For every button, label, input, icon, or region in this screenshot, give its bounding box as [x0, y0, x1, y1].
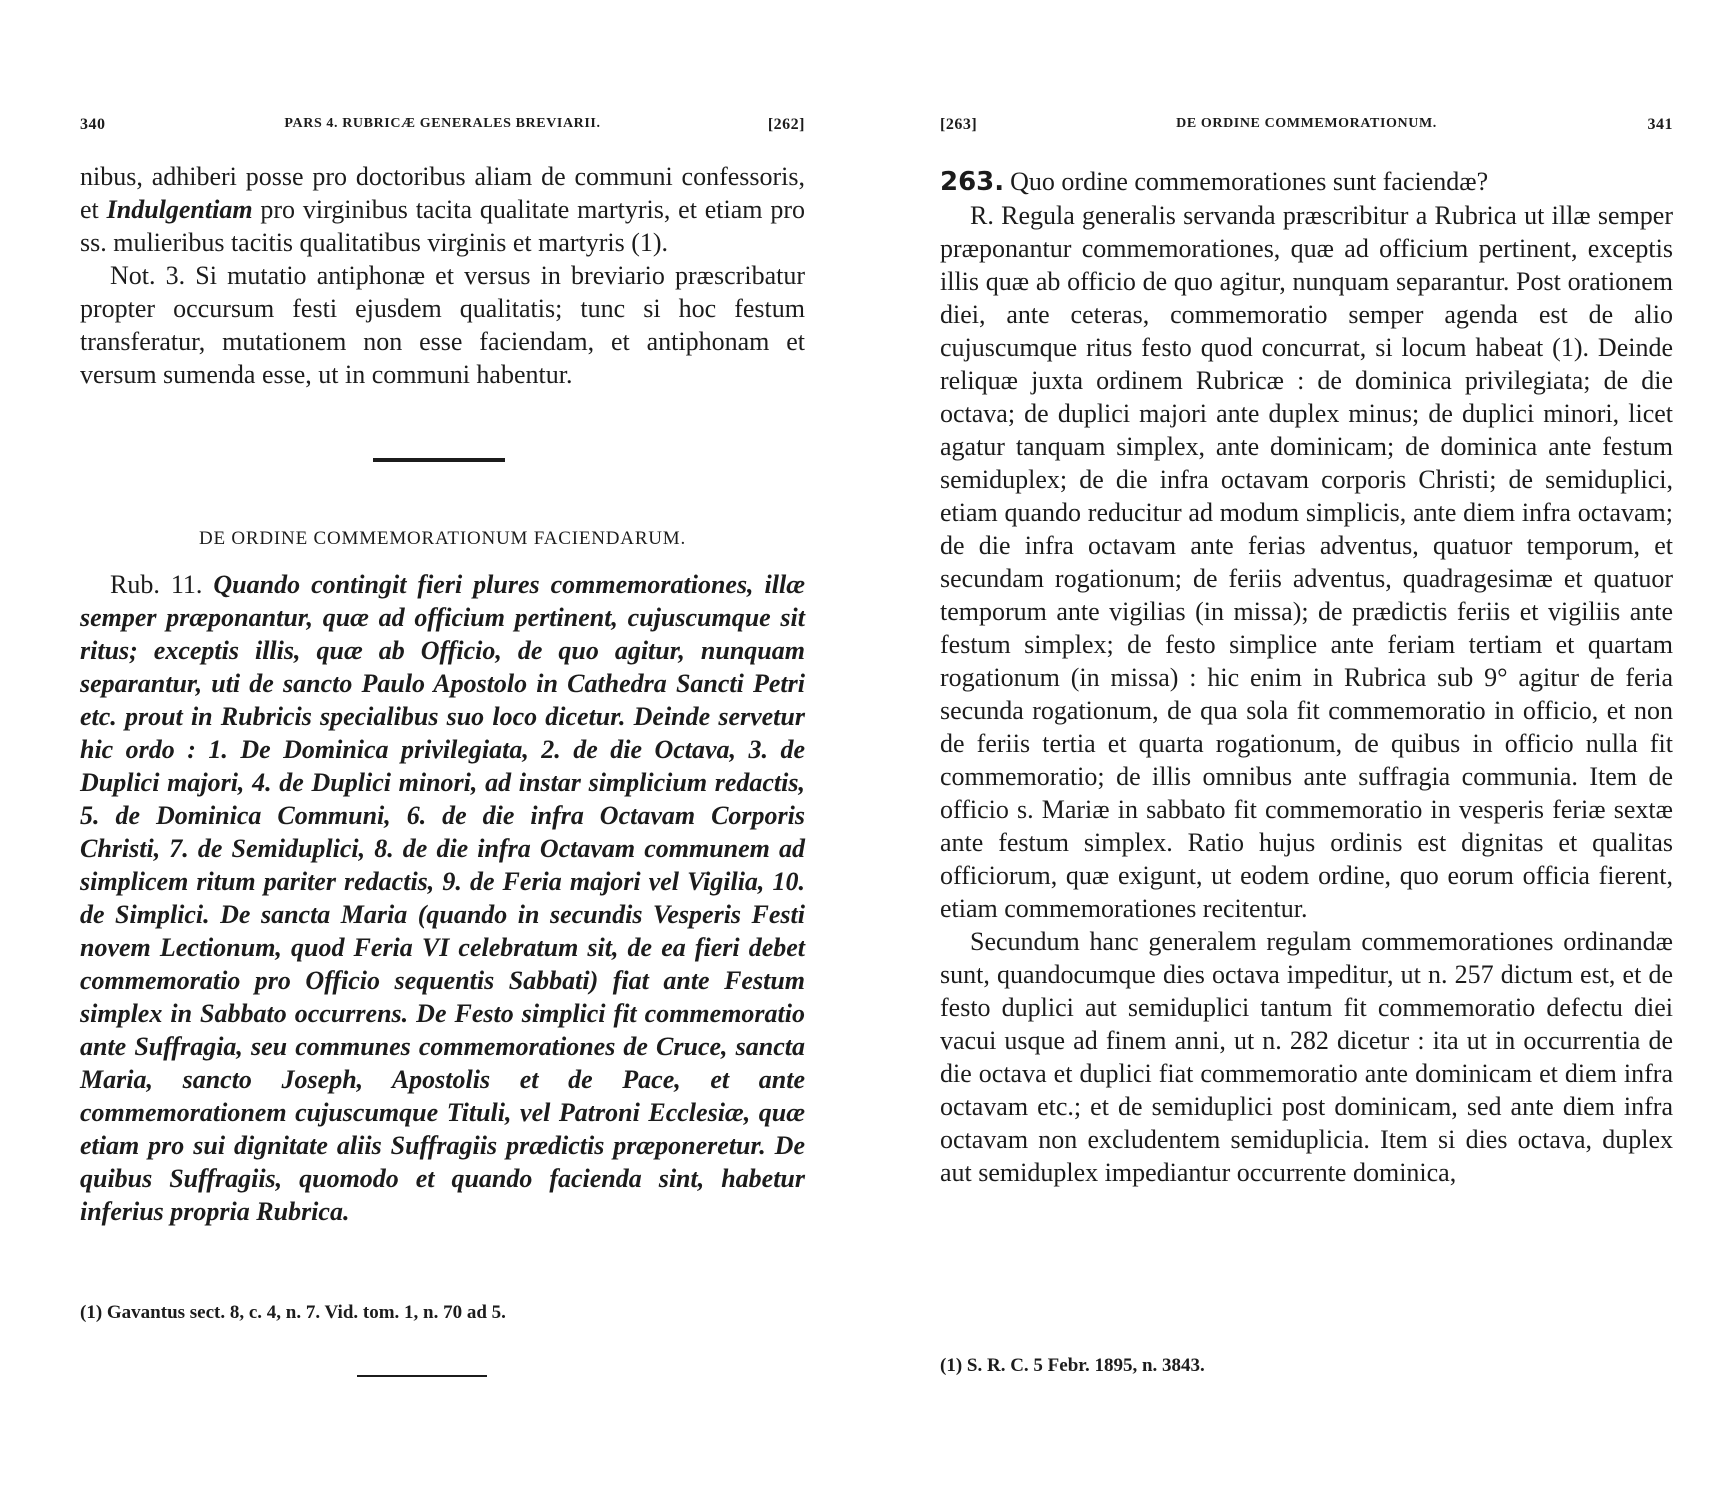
right-running-title: DE ORDINE COMMEMORATIONUM. [1176, 116, 1437, 131]
question-paragraph [940, 165, 1673, 199]
left-continuation-block [80, 160, 805, 391]
left-running-title: PARS 4. RUBRICÆ GENERALES BREVIARII. [284, 116, 601, 131]
second-paragraph: Secundum hanc generalem regulam commemorationes ordinandæ sunt, quandocumque dies octava impeditur, ut n. 257 dictum est, et de festo duplici aut semiduplici tantum fit commemoratio defectu diei vacui usque ad finem anni, ut n. 282 dicetur : ita ut in occurrentia de die octava et duplici fiat commemoratio ante dominicam et diem infra octavam etc.; et de semiduplici post dominicam, sed ante diem infra octavam non excludentem semiduplicia. Item si dies octava, duplex aut semiduplex impediantur occurrente dominica, [940, 927, 1673, 1187]
section-title: DE ORDINE COMMEMORATIONUM FACIENDARUM. [198, 528, 687, 549]
paragraph-number: 263. [940, 167, 1005, 197]
right-bracket-number: [263] [940, 116, 978, 133]
continuation-rest: pro virginibus tacita qualitate martyris, et etiam pro ss. mulieribus tacitis qualitatibus virginis et martyris (1). [80, 195, 806, 257]
bottom-rule [357, 1375, 487, 1377]
rubric-label: Rub. 11. [110, 570, 214, 599]
section-divider [373, 458, 505, 462]
right-page-number: 341 [1647, 116, 1673, 133]
rubric-text: Quando contingit fieri plures commemorationes, illæ semper præponantur, quæ ad officium pertinent, cujuscumque sit ritus; exceptis illis, quæ ab Officio, de quo agitur, nunquam separantur, uti de sancto Paulo Apostolo in Cathedra Sancti Petri etc. prout in Rubricis specialibus suo loco dicetur. Deinde servetur hic ordo : 1. De Dominica privilegiata, 2. de die Octava, 3. de Duplici majori, 4. de Duplici minori, ad instar simplicium redactis, 5. de Dominica Communi, 6. de die infra Octavam Corporis Christi, 7. de Semiduplici, 8. de die infra Octavam communem ad simplicem ritum pariter redactis, 9. de Feria majori vel Vigilia, 10. de Simplici. De sancta Maria (quando in secundis Vesperis Festi novem Lectionum, quod Feria VI celebratum sit, de ea fieri debet commemoratio pro Officio sequentis Sabbati) fiat ante Festum simplex in Sabbato occurrens. De Festo simplici fit commemoratio ante Suffragia, seu communes commemorationes de Cruce, sancta Maria, sancto Joseph, Apostolis et de Pace, et ante commemorationem cujuscumque Tituli, vel Patroni Ecclesiæ, quæ etiam pro sui dignitate aliis Suffragiis prædictis præponeretur. De quibus Suffragiis, quomodo et quando facienda sint, habetur inferius propria Rubrica. [80, 570, 805, 1226]
answer-paragraph: R. Regula generalis servanda præscribitur a Rubrica ut illæ semper præponantur commemorationes, quæ ad officium pertinent, exceptis illis quæ ab officio de quo agitur, nunquam separantur. Post orationem diei, ante ceteras, commemoratio semper agenda est de alio cujuscumque ritus festo quod concurrat, si locum habeat (1). Deinde reliquæ juxta ordinem Rubricæ : de dominica privilegiata; de die octava; de duplici majori ante duplex minus; de duplici minori, licet agatur tanquam simplex, ante dominicam; de dominica ante festum semiduplex; de die infra octavam corporis Christi; de semiduplici, etiam quando reducitur ad modum simplicis, ante diem infra octavam; de die infra octavam ante ferias adventus, quatuor temporum, et secundam rogationum; de feriis adventus, quadragesimæ et quatuor temporum ante vigilias (in missa); de prædictis feriis et vigiliis ante festum simplex; de festo simplice ante feriam tertiam et quartam rogationum (in missa) : hic enim in Rubrica sub 9° agitur de feria secunda rogationum, de qua sola fit commemoratio in officio, et non de feriis tertia et quarta rogationum, de quibus in officio nulla fit commemoratio; de illis omnibus ante suffragia communia. Item de officio s. Mariæ in sabbato fit commemoratio in vesperis feriæ sextæ ante festum simplex. Ratio hujus ordinis est dignitas et qualitas officiorum, quæ exigunt, ut eodem ordine, quo eorum officia fierent, etiam commemorationes recitentur. [940, 201, 1673, 923]
rubric-block [80, 568, 805, 1228]
continuation-paragraph [80, 160, 805, 259]
left-page-number: 340 [80, 116, 106, 133]
right-running-head [940, 116, 1673, 140]
continuation-text: nibus, adhiberi posse pro doctoribus aliam de communi confessoris, et [80, 162, 805, 224]
left-running-head [80, 116, 805, 140]
left-page [80, 0, 805, 1500]
question-text: Quo ordine commemorationes sunt faciendæ? [1010, 167, 1489, 196]
note-paragraph: Not. 3. Si mutatio antiphonæ et versus in breviario præscribatur propter occursum festi ejusdem qualitatis; tunc si hoc festum transferatur, mutationem non esse faciendam, et antiphonam et versum sumenda esse, ut in communi habentur. [80, 261, 805, 389]
continuation-italic: Indulgentiam [106, 195, 253, 224]
left-footnote: (1) Gavantus sect. 8, c. 4, n. 7. Vid. tom. 1, n. 70 ad 5. [80, 1302, 506, 1323]
right-footnote: (1) S. R. C. 5 Febr. 1895, n. 3843. [940, 1355, 1205, 1376]
left-bracket-number: [262] [767, 116, 805, 133]
right-page [940, 0, 1673, 1500]
right-main-block [940, 165, 1673, 1189]
rubric-paragraph [80, 568, 805, 1228]
